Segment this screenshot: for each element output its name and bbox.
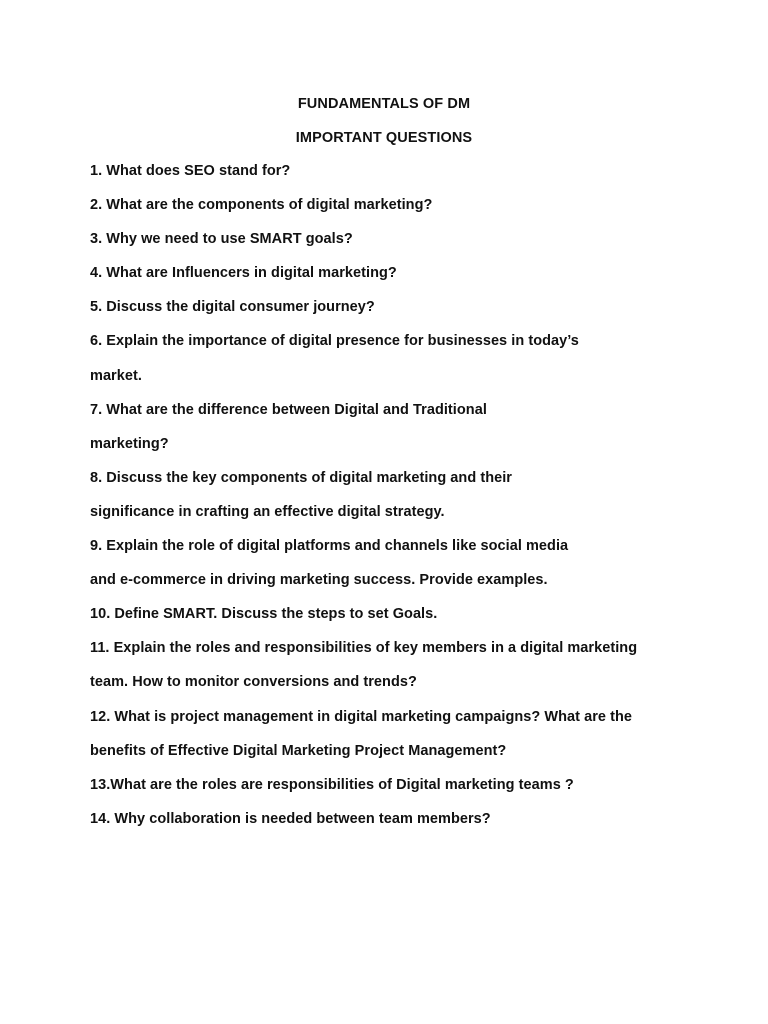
question-line-continuation: marketing? <box>90 435 169 452</box>
question-line-continuation: significance in crafting an effective digital strategy. <box>90 503 445 520</box>
question-line: 8. Discuss the key components of digital marketing and their <box>90 469 512 486</box>
question-line: 12. What is project management in digital marketing campaigns? What are the <box>90 708 632 725</box>
document-title: FUNDAMENTALS OF DM <box>297 96 471 112</box>
question-line: 11. Explain the roles and responsibilities of key members in a digital marketing <box>90 640 638 657</box>
question-line-continuation: team. How to monitor conversions and trends? <box>90 674 417 691</box>
question-line-continuation: benefits of Effective Digital Marketing Project Management? <box>90 742 507 759</box>
question-line: 6. Explain the importance of digital presence for businesses in today’s <box>90 333 579 350</box>
question-line: 5. Discuss the digital consumer journey? <box>90 299 375 316</box>
question-line: 10. Define SMART. Discuss the steps to set Goals. <box>90 606 438 623</box>
question-list <box>90 162 730 844</box>
question-line: 9. Explain the role of digital platforms and channels like social media <box>90 538 569 555</box>
question-line-continuation: market. <box>90 367 142 384</box>
question-line: 14. Why collaboration is needed between team members? <box>90 810 491 827</box>
question-line: 3. Why we need to use SMART goals? <box>90 231 353 248</box>
question-line: 4. What are Influencers in digital marketing? <box>90 265 397 282</box>
document-subtitle: IMPORTANT QUESTIONS <box>295 130 473 146</box>
question-line-continuation: and e-commerce in driving marketing success. Provide examples. <box>90 572 548 589</box>
question-line: 1. What does SEO stand for? <box>90 163 291 179</box>
question-line: 2. What are the components of digital marketing? <box>90 197 433 214</box>
question-line: 13.What are the roles are responsibilities of Digital marketing teams ? <box>90 776 574 793</box>
question-line: 7. What are the difference between Digital and Traditional <box>90 401 487 418</box>
